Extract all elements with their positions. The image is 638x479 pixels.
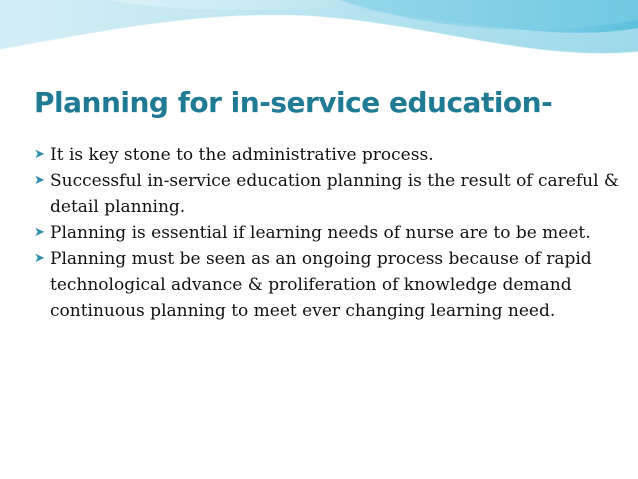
header-wave-decoration (0, 0, 638, 80)
arrow-bullet-icon: ➤ (34, 147, 45, 162)
bullet-item (34, 168, 624, 220)
bullet-list (34, 142, 624, 324)
bullet-text: It is key stone to the administrative process. (50, 145, 434, 165)
bullet-item (34, 142, 624, 168)
arrow-bullet-icon: ➤ (34, 251, 45, 266)
arrow-bullet-icon: ➤ (34, 225, 45, 240)
bullet-text: Planning is essential if learning needs of nurse are to be meet. (50, 223, 591, 243)
bullet-item (34, 246, 624, 324)
slide-title: Planning for in-service education- (34, 86, 553, 119)
arrow-bullet-icon: ➤ (34, 173, 45, 188)
bullet-text: Planning must be seen as an ongoing process because of rapid technological advance & proliferation of knowledge demand continuous planning to meet ever changing learning need. (50, 249, 592, 321)
bullet-item (34, 220, 624, 246)
bullet-text: Successful in-service education planning is the result of careful & detail planning. (50, 171, 620, 217)
